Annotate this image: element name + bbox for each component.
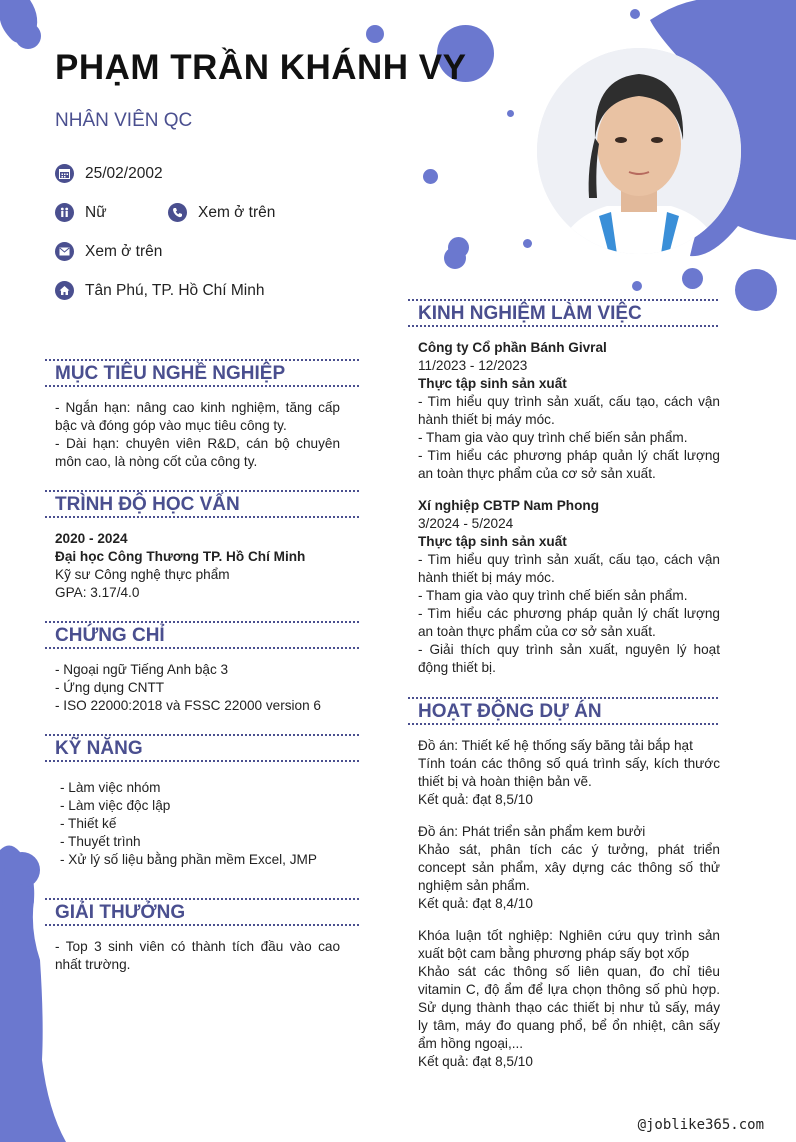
job-company: Xí nghiệp CBTP Nam Phong — [418, 498, 600, 513]
certificates-section — [55, 661, 345, 715]
project-result: Kết quả: đạt 8,5/10 — [418, 1054, 533, 1069]
skill-item: - Xử lý số liệu bằng phần mềm Excel, JMP — [60, 852, 317, 867]
address-text: Tân Phú, TP. Hồ Chí Minh — [85, 281, 265, 299]
certificate-item: - ISO 22000:2018 và FSSC 22000 version 6 — [55, 698, 321, 713]
projects-heading-text: HOẠT ĐỘNG DỰ ÁN — [418, 701, 602, 722]
project-entry — [418, 737, 720, 809]
projects-heading — [408, 697, 718, 725]
skills-section — [60, 779, 350, 869]
job-entry — [418, 339, 720, 483]
home-icon — [55, 281, 74, 300]
project-name: Đồ án: Phát triển sản phẩm kem bưởi — [418, 824, 646, 839]
job-title: NHÂN VIÊN QC — [55, 110, 193, 131]
job-task: - Giải thích quy trình sản xuất, nguyên lý hoạt động thiết bị. — [418, 642, 720, 675]
job-period: 3/2024 - 5/2024 — [418, 516, 514, 531]
gender-text: Nữ — [85, 203, 107, 221]
decor-dot — [630, 9, 640, 19]
education-period: 2020 - 2024 — [55, 531, 128, 546]
awards-heading-text: GIẢI THƯỞNG — [55, 902, 186, 923]
decor-dot — [507, 110, 514, 117]
education-section — [55, 530, 345, 602]
footer-watermark: @joblike365.com — [637, 1117, 764, 1133]
decor-dot — [523, 239, 532, 248]
calendar-icon — [55, 164, 74, 183]
job-task: - Tham gia vào quy trình chế biến sản phẩm. — [418, 588, 688, 603]
education-heading — [45, 490, 359, 518]
project-description: Khảo sát, phân tích các ý tưởng, phát triển concept sản phẩm, xây dựng các thông số thử nghiệm sản phẩm. — [418, 842, 720, 893]
project-name: Khóa luận tốt nghiệp: Nghiên cứu quy trình sản xuất bột cam bằng phương pháp sấy bọt xốp — [418, 928, 720, 961]
job-period: 11/2023 - 12/2023 — [418, 358, 528, 373]
gender-row — [55, 203, 107, 222]
project-result: Kết quả: đạt 8,4/10 — [418, 896, 533, 911]
certificates-heading-text: CHỨNG CHỈ — [55, 625, 165, 646]
projects-section — [418, 737, 720, 1085]
phone-icon — [168, 203, 187, 222]
certificate-item: - Ngoại ngữ Tiếng Anh bậc 3 — [55, 662, 229, 677]
birthday-row — [55, 164, 163, 183]
experience-heading — [408, 299, 718, 327]
education-heading-text: TRÌNH ĐỘ HỌC VẤN — [55, 494, 240, 515]
objective-section — [55, 399, 340, 471]
job-task: - Tìm hiểu các phương pháp quản lý chất lượng an toàn thực phẩm của cơ sở sản xuất. — [418, 448, 720, 481]
project-name: Đồ án: Thiết kế hệ thống sấy băng tải bắp hạt — [418, 738, 693, 753]
education-school: Đại học Công Thương TP. Hồ Chí Minh — [55, 549, 306, 564]
address-row — [55, 281, 265, 300]
gender-icon — [55, 203, 74, 222]
job-task: - Tìm hiểu quy trình sản xuất, cấu tạo, cách vận hành thiết bị máy móc. — [418, 394, 720, 427]
awards-heading — [45, 898, 359, 926]
project-result: Kết quả: đạt 8,5/10 — [418, 792, 533, 807]
education-major: Kỹ sư Công nghệ thực phẩm — [55, 567, 230, 582]
phone-text: Xem ở trên — [198, 203, 276, 221]
phone-row — [168, 203, 275, 222]
project-entry — [418, 823, 720, 913]
skills-heading-text: KỸ NĂNG — [55, 738, 143, 759]
skill-item: - Làm việc nhóm — [60, 780, 161, 795]
job-entry — [418, 497, 720, 677]
experience-heading-text: KINH NGHIỆM LÀM VIỆC — [418, 303, 642, 324]
certificates-heading — [45, 621, 359, 649]
job-task: - Tìm hiểu quy trình sản xuất, cấu tạo, cách vận hành thiết bị máy móc. — [418, 552, 720, 585]
project-entry — [418, 927, 720, 1071]
skill-item: - Làm việc độc lập — [60, 798, 171, 813]
job-task: - Tìm hiểu các phương pháp quản lý chất lượng an toàn thực phẩm của cơ sở sản xuất. — [418, 606, 720, 639]
birthday-text: 25/02/2002 — [85, 164, 163, 182]
award-item: - Top 3 sinh viên có thành tích đầu vào cao nhất trường. — [55, 939, 340, 972]
email-icon — [55, 242, 74, 261]
experience-section — [418, 339, 720, 691]
skill-item: - Thiết kế — [60, 816, 117, 831]
job-role: Thực tập sinh sản xuất — [418, 376, 567, 391]
objective-heading-text: MỤC TIÊU NGHỀ NGHIỆP — [55, 363, 286, 384]
job-role: Thực tập sinh sản xuất — [418, 534, 567, 549]
email-row — [55, 242, 162, 261]
project-description: Khảo sát các thông số liên quan, đo chỉ tiêu vitamin C, độ ẩm để lựa chọn thông số phù hợp. Sử dụng thành thạo các thiết bị như tủ sấy, máy ly tâm, máy đo quang phổ, bể ổn nhiệt, cân sấy ẩm hồng ngoại,... — [418, 964, 720, 1051]
objective-heading — [45, 359, 359, 387]
job-company: Công ty Cổ phần Bánh Givral — [418, 340, 607, 355]
decor-dot — [735, 269, 777, 311]
project-description: Tính toán các thông số quá trình sấy, kích thước thiết bị và hoàn thiện bản vẽ. — [418, 756, 720, 789]
certificate-item: - Ứng dụng CNTT — [55, 680, 165, 695]
profile-photo — [537, 48, 741, 254]
objective-long-term: - Dài hạn: chuyên viên R&D, cán bộ chuyên môn cao, là nòng cốt của công ty. — [55, 436, 340, 469]
skill-item: - Thuyết trình — [60, 834, 141, 849]
decor-dot — [632, 281, 642, 291]
education-gpa: GPA: 3.17/4.0 — [55, 585, 140, 600]
email-text: Xem ở trên — [85, 242, 163, 260]
awards-section — [55, 938, 340, 974]
job-task: - Tham gia vào quy trình chế biến sản phẩm. — [418, 430, 688, 445]
decor-dot — [444, 247, 466, 269]
candidate-name: PHẠM TRẦN KHÁNH VY — [55, 48, 467, 87]
decor-dot — [423, 169, 438, 184]
objective-short-term: - Ngắn hạn: nâng cao kinh nghiệm, tăng cấp bậc và đóng góp vào mục tiêu công ty. — [55, 400, 340, 433]
decor-dot — [682, 268, 703, 289]
skills-heading — [45, 734, 359, 762]
decor-dot — [366, 25, 384, 43]
